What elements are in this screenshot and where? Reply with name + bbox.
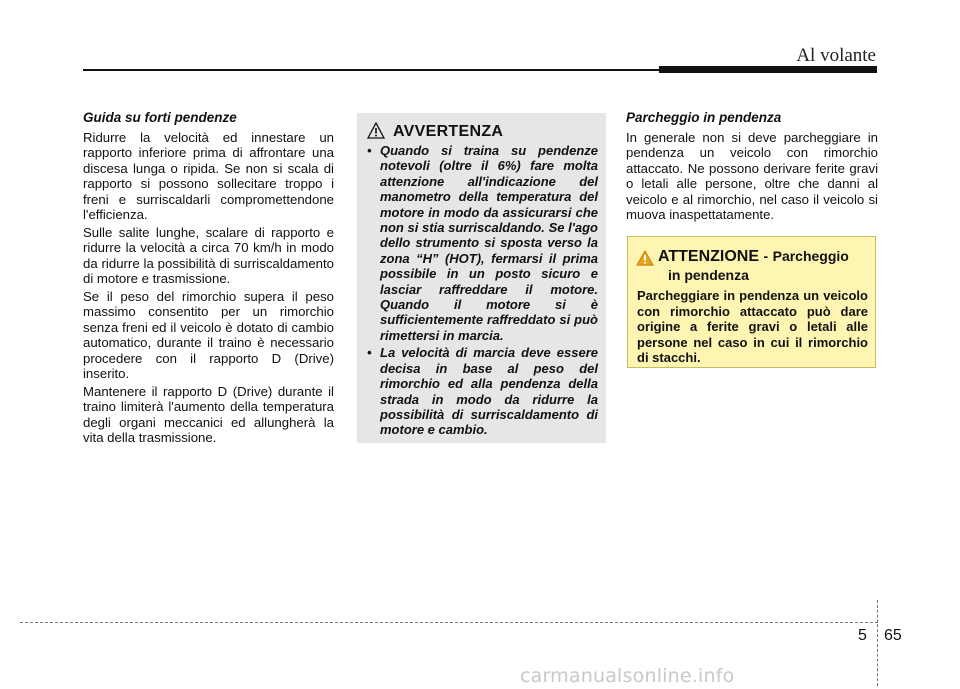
header-rule-thick: [659, 66, 877, 73]
footer-vertical-divider: [877, 600, 878, 686]
warning-title: AVVERTENZA: [393, 123, 504, 140]
bullet: •: [367, 345, 372, 361]
paragraph: Se il peso del rimorchio supera il peso massimo consentito per un rimorchio senza freni ed il veicolo è dotato di cambio automatico, durante il traino è necessario procedere con il rapporto D (Drive) inserito.: [83, 288, 334, 381]
header-rule: [83, 69, 659, 71]
warning-box: [357, 113, 606, 443]
paragraph: Ridurre la velocità ed innestare un rapporto inferiore prima di affrontare una discesa lunga o ripida. Se non si scala di rapporto si possono sollecitare troppo i freni e surriscaldarli compromettendone l'efficienza.: [83, 129, 334, 222]
list-item: [367, 345, 598, 437]
bullet: •: [367, 143, 372, 158]
caution-separator: -: [763, 248, 769, 264]
left-column: [83, 110, 334, 448]
section-title-steep-grades: Guida su forti pendenze: [83, 110, 237, 125]
caution-body: Parcheggiare in pendenza un veicolo con rimorchio attaccato può dare origine a ferite gravi o letali alle persone nel caso in cui il rimorchio di stacchi.: [637, 288, 868, 365]
watermark: carmanualsonline.info: [520, 665, 735, 687]
paragraph: Mantenere il rapporto D (Drive) durante il traino limiterà l'aumento della temperatura degli organi meccanici ed allungherà la vita della trasmissione.: [83, 383, 334, 445]
section-title-parking-on-slope: Parcheggio in pendenza: [626, 110, 782, 125]
warning-item-text: La velocità di marcia deve essere decisa in base al peso del rimorchio ed alla pendenza della strada in modo da ridurre la possibilità di surriscaldamento di motore e cambio.: [380, 345, 598, 438]
right-column: [626, 110, 878, 225]
warning-list: [367, 143, 598, 440]
chapter-number: 5: [858, 627, 867, 644]
warning-triangle-icon: [367, 122, 385, 139]
warning-header: [367, 122, 503, 141]
warning-item-text: Quando si traina su pendenze notevoli (oltre il 6%) fare molta attenzione all'indicazione del manometro della temperatura del motore in modo da assicurarsi che non si stia surriscaldando. Se l'ago dello strumento si sposta verso la zona “H” (HOT), fermarsi il prima possibile in un posto sicuro e lasciar raffreddare il motore. Quando il motore si è sufficientemente raffreddato si può rimettersi in marcia.: [380, 143, 598, 343]
paragraph: In generale non si deve parcheggiare in pendenza un veicolo con rimorchio attaccato. Ne possono derivare ferite gravi o letali alle persone, oltre che danni al veicolo e al rimorchio, nel caso il veicolo si muova inaspettatamente.: [626, 129, 878, 222]
header-title: Al volante: [796, 45, 876, 66]
page-number: 65: [884, 627, 902, 644]
caution-subtitle: Parcheggio: [772, 248, 849, 264]
footer-divider: [20, 622, 878, 623]
caution-triangle-icon: [636, 250, 654, 266]
caution-title: ATTENZIONE: [658, 248, 760, 265]
caution-subtitle-line2: in pendenza: [668, 267, 749, 283]
caution-box: [627, 236, 876, 368]
caution-header: [636, 248, 871, 283]
paragraph: Sulle salite lunghe, scalare di rapporto e ridurre la velocità a circa 70 km/h in modo da ridurre la possibilità di surriscaldamento di motore e trasmissione.: [83, 224, 334, 286]
list-item: [367, 143, 598, 343]
